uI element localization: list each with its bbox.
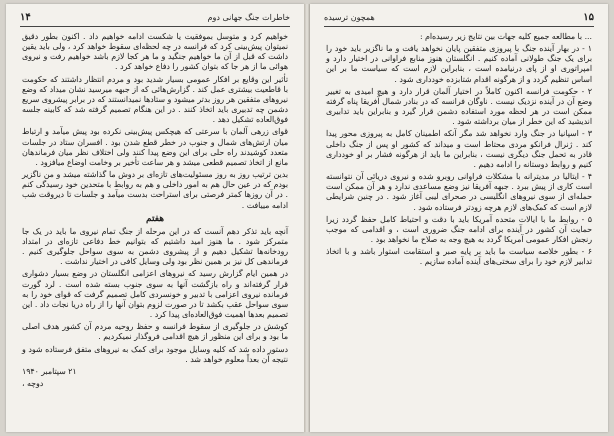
paragraph: ۴ - ایتالیا در مدیترانه با مشکلات فراوانی روبرو شده و نیروی دریائی آن نتوانسته است کاری از پیش ببرد . جبهه آفریقا نیز وضع مساعدی ندارد و هر آن ممکن است حمله‌ای از سوی نیروهای انگلیسی در صحرای لیبی آغاز شود . در چنین شرایطی لازم است که کمک‌های لازم هرچه زودتر فرستاده شود . bbox=[326, 172, 592, 212]
page-number: ۱۵ bbox=[583, 12, 594, 23]
dateline: ۲۱ سپتامبر ۱۹۴۰ bbox=[22, 366, 77, 376]
paragraph: تأثیر این وقایع بر افکار عمومی بسیار شدید بود و مردم انتظار داشتند که حکومت با قاطعیت بیشتری عمل کند . گزارش‌هائی که از جبهه میرسید نشان میداد که وضع نیروهای متفقین هر روز بدتر میشود و ستادها نمیدانستند که در برابر پیشروی سریع دشمن چه تدبیری باید اتخاذ کنند . در این هنگام تصمیم گرفته شد که کابینه جلسه فوق‌العاده تشکیل دهد . bbox=[22, 74, 288, 125]
running-title: خاطرات جنگ جهانی دوم bbox=[207, 13, 290, 22]
right-page-body bbox=[326, 32, 592, 422]
paragraph: کوشش در جلوگیری از سقوط فرانسه و حفظ روحیه مردم آن کشور هدف اصلی ما بود و برای این منظور از هیچ اقدامی فروگذار نمیکردیم . bbox=[22, 322, 288, 342]
left-page-body bbox=[22, 32, 288, 422]
left-page-header bbox=[20, 12, 290, 27]
paragraph: آنچه باید تذکر دهم آنست که در این مرحله از جنگ تمام نیروی ما باید در یک جا متمرکز شود . ما هنوز امید داشتیم که بتوانیم خط دفاعی تازه‌ای در امتداد رودخانه‌ها تشکیل دهیم و از پیشروی دشمن به سوی سواحل جلوگیری کنیم . فرماندهی کل نیز بر همین نظر بود ولی وسایل کافی در اختیار نداشت . bbox=[22, 226, 288, 267]
left-page bbox=[6, 4, 304, 432]
signoff: دوچه ، bbox=[22, 379, 44, 388]
paragraph: خواهیم کرد و متوسل بموفقیت یا شکست ادامه خواهیم داد . اکنون بطور دقیق نمیتوان پیش‌بینی کرد که فرانسه در چه لحظه‌ای سقوط خواهد کرد ، ولی باید یقین داشت که قبل از آن ما خواهیم جنگید و ما هر کجا لازم باشد خواهیم رفت و نیروی هوائی ما از هر جا که بتوان کشور را دفاع خواهد کرد . bbox=[22, 32, 288, 72]
paragraph: ۳ - اسپانیا در جنگ وارد نخواهد شد مگر آنکه اطمینان کامل به پیروزی محور پیدا کند . ژنرال فرانکو مردی محتاط است و میداند که کشور او پس از جنگ داخلی قادر به تحمل جنگ دیگری نیست ، بنابراین ما باید از هرگونه فشار بر او خودداری کنیم و روابط دوستانه را ادامه دهیم . bbox=[326, 129, 592, 169]
page-number: ۱۴ bbox=[20, 12, 31, 23]
paragraph: بدین ترتیب روز به روز مسئولیت‌های تازه‌ای بر دوش ما گذاشته میشد و من ناگزیر بودم که در عین حال هم به امور داخلی و هم به روابط با متحدین خود رسیدگی کنم . در آن روزها کمتر فرصتی برای استراحت بدست میآمد و جلسات تا دیروقت شب ادامه مییافت . bbox=[22, 170, 288, 210]
right-page bbox=[310, 4, 608, 432]
running-title: همچون ترسیده bbox=[324, 13, 375, 22]
paragraph: ۱ - در بهار آینده جنگ با پیروزی متفقین پایان نخواهد یافت و ما ناگزیر باید خود را برای یک جنگ طولانی آماده کنیم . انگلستان هنوز منابع فراوانی در اختیار دارد و امپراتوری او از پای درنیامده است ، بنابراین لازم است که سیاست ما بر این اساس تنظیم گردد و از هرگونه اقدام شتابزده خودداری شود . bbox=[326, 44, 592, 84]
paragraph: قوای زرهی آلمان با سرعتی که هیچکس پیش‌بینی نکرده بود پیش میآمد و ارتباط میان ارتش‌های شمال و جنوب در خطر قطع شدن بود . افسران ستاد در جلسات متعدد کوشیدند راه حلی برای این وضع پیدا کنند ولی اختلاف نظر میان فرماندهان مانع از اتخاذ تصمیم قطعی میشد و هر ساعت تأخیر بر وخامت اوضاع میافزود . bbox=[22, 127, 288, 167]
paragraph: ۵ - روابط ما با ایالات متحده آمریکا باید با دقت و احتیاط کامل حفظ گردد زیرا حمایت آن کشور در آینده برای ادامه جنگ ضروری است ، و اقدامی که موجب رنجش افکار عمومی آمریکا گردد به هیچ وجه به صلاح ما نخواهد بود . bbox=[326, 214, 592, 244]
paragraph: ... با مطالعه جمیع کلیه جهات بین نتایج زیر رسیده‌ام : bbox=[419, 32, 592, 41]
paragraph: در همین ایام گزارش رسید که نیروهای اعزامی انگلستان در وضع بسیار دشواری قرار گرفته‌اند و راه بازگشت آنها به سوی جنوب بسته شده است . لرد گورت فرمانده نیروی اعزامی با تدبیر و خونسردی کامل تصمیم گرفت که قوای خود را به سوی سواحل عقب بکشد تا در صورت لزوم بتوان آنها را از راه دریا نجات داد . این تصمیم بعدها اهمیت فوق‌العاده‌ای پیدا کرد . bbox=[22, 269, 288, 320]
right-page-header bbox=[324, 12, 594, 27]
paragraph: ۲ - حکومت فرانسه اکنون کاملاً در اختیار آلمان قرار دارد و هیچ امیدی به تغییر وضع آن در آینده نزدیک نیست . ناوگان فرانسه که در بنادر شمال آفریقا پناه گرفته ممکن است در هر لحظه مورد استفاده دشمن قرار گیرد و بنابراین باید تدابیری اندیشید که این خطر از میان برداشته شود . bbox=[326, 86, 592, 127]
paragraph: دستور داده شد که کلیه وسایل موجود برای کمک به نیروهای متفق فرستاده شود و نتیجه آن بعداً معلوم خواهد شد . bbox=[22, 344, 288, 364]
section-heading: هفتم bbox=[145, 213, 164, 224]
paragraph: ۶ - بطور خلاصه سیاست ما باید بر پایه صبر و استقامت استوار باشد و با اتخاذ تدابیر لازم خود را برای سختی‌های آینده آماده سازیم . bbox=[326, 247, 592, 267]
